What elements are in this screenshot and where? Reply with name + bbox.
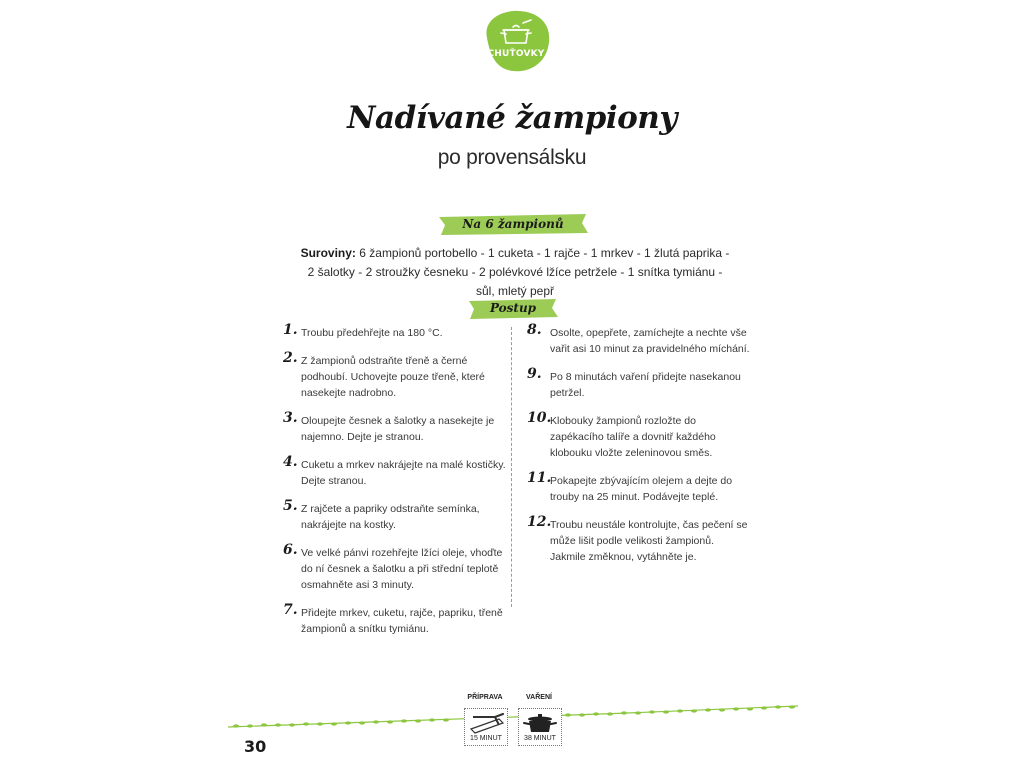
step-item bbox=[527, 366, 752, 401]
step-item bbox=[283, 602, 508, 637]
column-divider bbox=[511, 327, 512, 607]
category-badge bbox=[479, 8, 553, 74]
step-text: Troubu neustále kontrolujte, čas pečení se může lišit podle velikosti žampionů. Jakmile změknou, vytáhněte je. bbox=[550, 519, 748, 563]
yield-banner bbox=[436, 211, 590, 237]
step-number: 6. bbox=[283, 542, 298, 558]
step-item bbox=[527, 322, 752, 357]
prep-time: 15 MINUT bbox=[470, 735, 502, 742]
recipe-title: Nadívané žampiony bbox=[347, 100, 677, 136]
prep-time-box bbox=[464, 708, 508, 746]
step-number: 1. bbox=[283, 322, 298, 338]
cooking-pot-icon bbox=[479, 8, 553, 74]
prep-label: PŘÍPRAVA bbox=[467, 694, 503, 701]
step-number: 2. bbox=[283, 350, 298, 366]
cook-label: VAŘENÍ bbox=[526, 694, 552, 701]
cook-time-box bbox=[518, 708, 562, 746]
step-text: Osolte, opepřete, zamíchejte a nechte vše vařit asi 10 minut za pravidelného míchání. bbox=[550, 327, 750, 355]
step-item bbox=[283, 350, 508, 401]
step-number: 7. bbox=[283, 602, 298, 618]
yield-banner-text: Na 6 žampionů bbox=[462, 217, 564, 231]
step-text: Klobouky žampionů rozložte do zapékacího talíře a dovnitř každého klobouku vložte zeleninovou směs. bbox=[550, 415, 716, 459]
step-item bbox=[283, 322, 508, 341]
step-number: 12. bbox=[527, 514, 552, 530]
step-item bbox=[283, 410, 508, 445]
step-text: Z žampionů odstraňte třeně a černé podhoubí. Uchovejte pouze třeně, které nasekejte nadrobno. bbox=[301, 355, 485, 399]
badge-label: CHUŤOVKY bbox=[487, 49, 545, 59]
vine-divider bbox=[228, 700, 800, 740]
step-text: Z rajčete a papriky odstraňte semínka, nakrájejte na kostky. bbox=[301, 503, 480, 531]
steps-right-column bbox=[527, 322, 752, 577]
recipe-subtitle: po provensálsku bbox=[437, 146, 587, 169]
ingredients bbox=[300, 244, 730, 301]
step-item bbox=[283, 454, 508, 489]
step-text: Po 8 minutách vaření přidejte nasekanou petržel. bbox=[550, 371, 741, 399]
step-number: 5. bbox=[283, 498, 298, 514]
step-text: Pokapejte zbývajícím olejem a dejte do trouby na 25 minut. Podávejte teplé. bbox=[550, 475, 733, 503]
steps-banner-text: Postup bbox=[489, 301, 537, 315]
ingredients-label: Suroviny: bbox=[300, 246, 356, 260]
page-number: 30 bbox=[244, 737, 267, 756]
step-text: Přidejte mrkev, cuketu, rajče, papriku, třeně žampionů a snítku tymiánu. bbox=[301, 607, 503, 635]
cooking-pot-icon bbox=[519, 711, 561, 735]
step-item bbox=[283, 542, 508, 593]
step-item bbox=[283, 498, 508, 533]
step-item bbox=[527, 514, 752, 565]
cook-time: 38 MINUT bbox=[524, 735, 556, 742]
step-item bbox=[527, 410, 752, 461]
step-item bbox=[527, 470, 752, 505]
ingredients-text: 6 žampionů portobello - 1 cuketa - 1 rajče - 1 mrkev - 1 žlutá paprika - 2 šalotky - 2 stroužky česneku - 2 polévkové lžíce petržele - 1 snítka tymiánu - sůl, mletý pepř bbox=[307, 246, 730, 298]
step-text: Ve velké pánvi rozehřejte lžíci oleje, vhoďte do ní česnek a šalotku a při střední teplotě osmahněte asi 3 minuty. bbox=[301, 547, 503, 591]
knife-board-icon bbox=[465, 711, 507, 735]
step-number: 10. bbox=[527, 410, 552, 426]
step-text: Oloupejte česnek a šalotky a nasekejte je najemno. Dejte je stranou. bbox=[301, 415, 495, 443]
step-number: 8. bbox=[527, 322, 542, 338]
step-number: 4. bbox=[283, 454, 298, 470]
step-number: 3. bbox=[283, 410, 298, 426]
steps-banner bbox=[466, 296, 560, 321]
step-number: 11. bbox=[527, 470, 552, 486]
step-number: 9. bbox=[527, 366, 542, 382]
steps-left-column bbox=[283, 322, 508, 649]
step-text: Cuketu a mrkev nakrájejte na malé kostičky. Dejte stranou. bbox=[301, 459, 506, 487]
step-text: Troubu předehřejte na 180 °C. bbox=[301, 327, 443, 339]
